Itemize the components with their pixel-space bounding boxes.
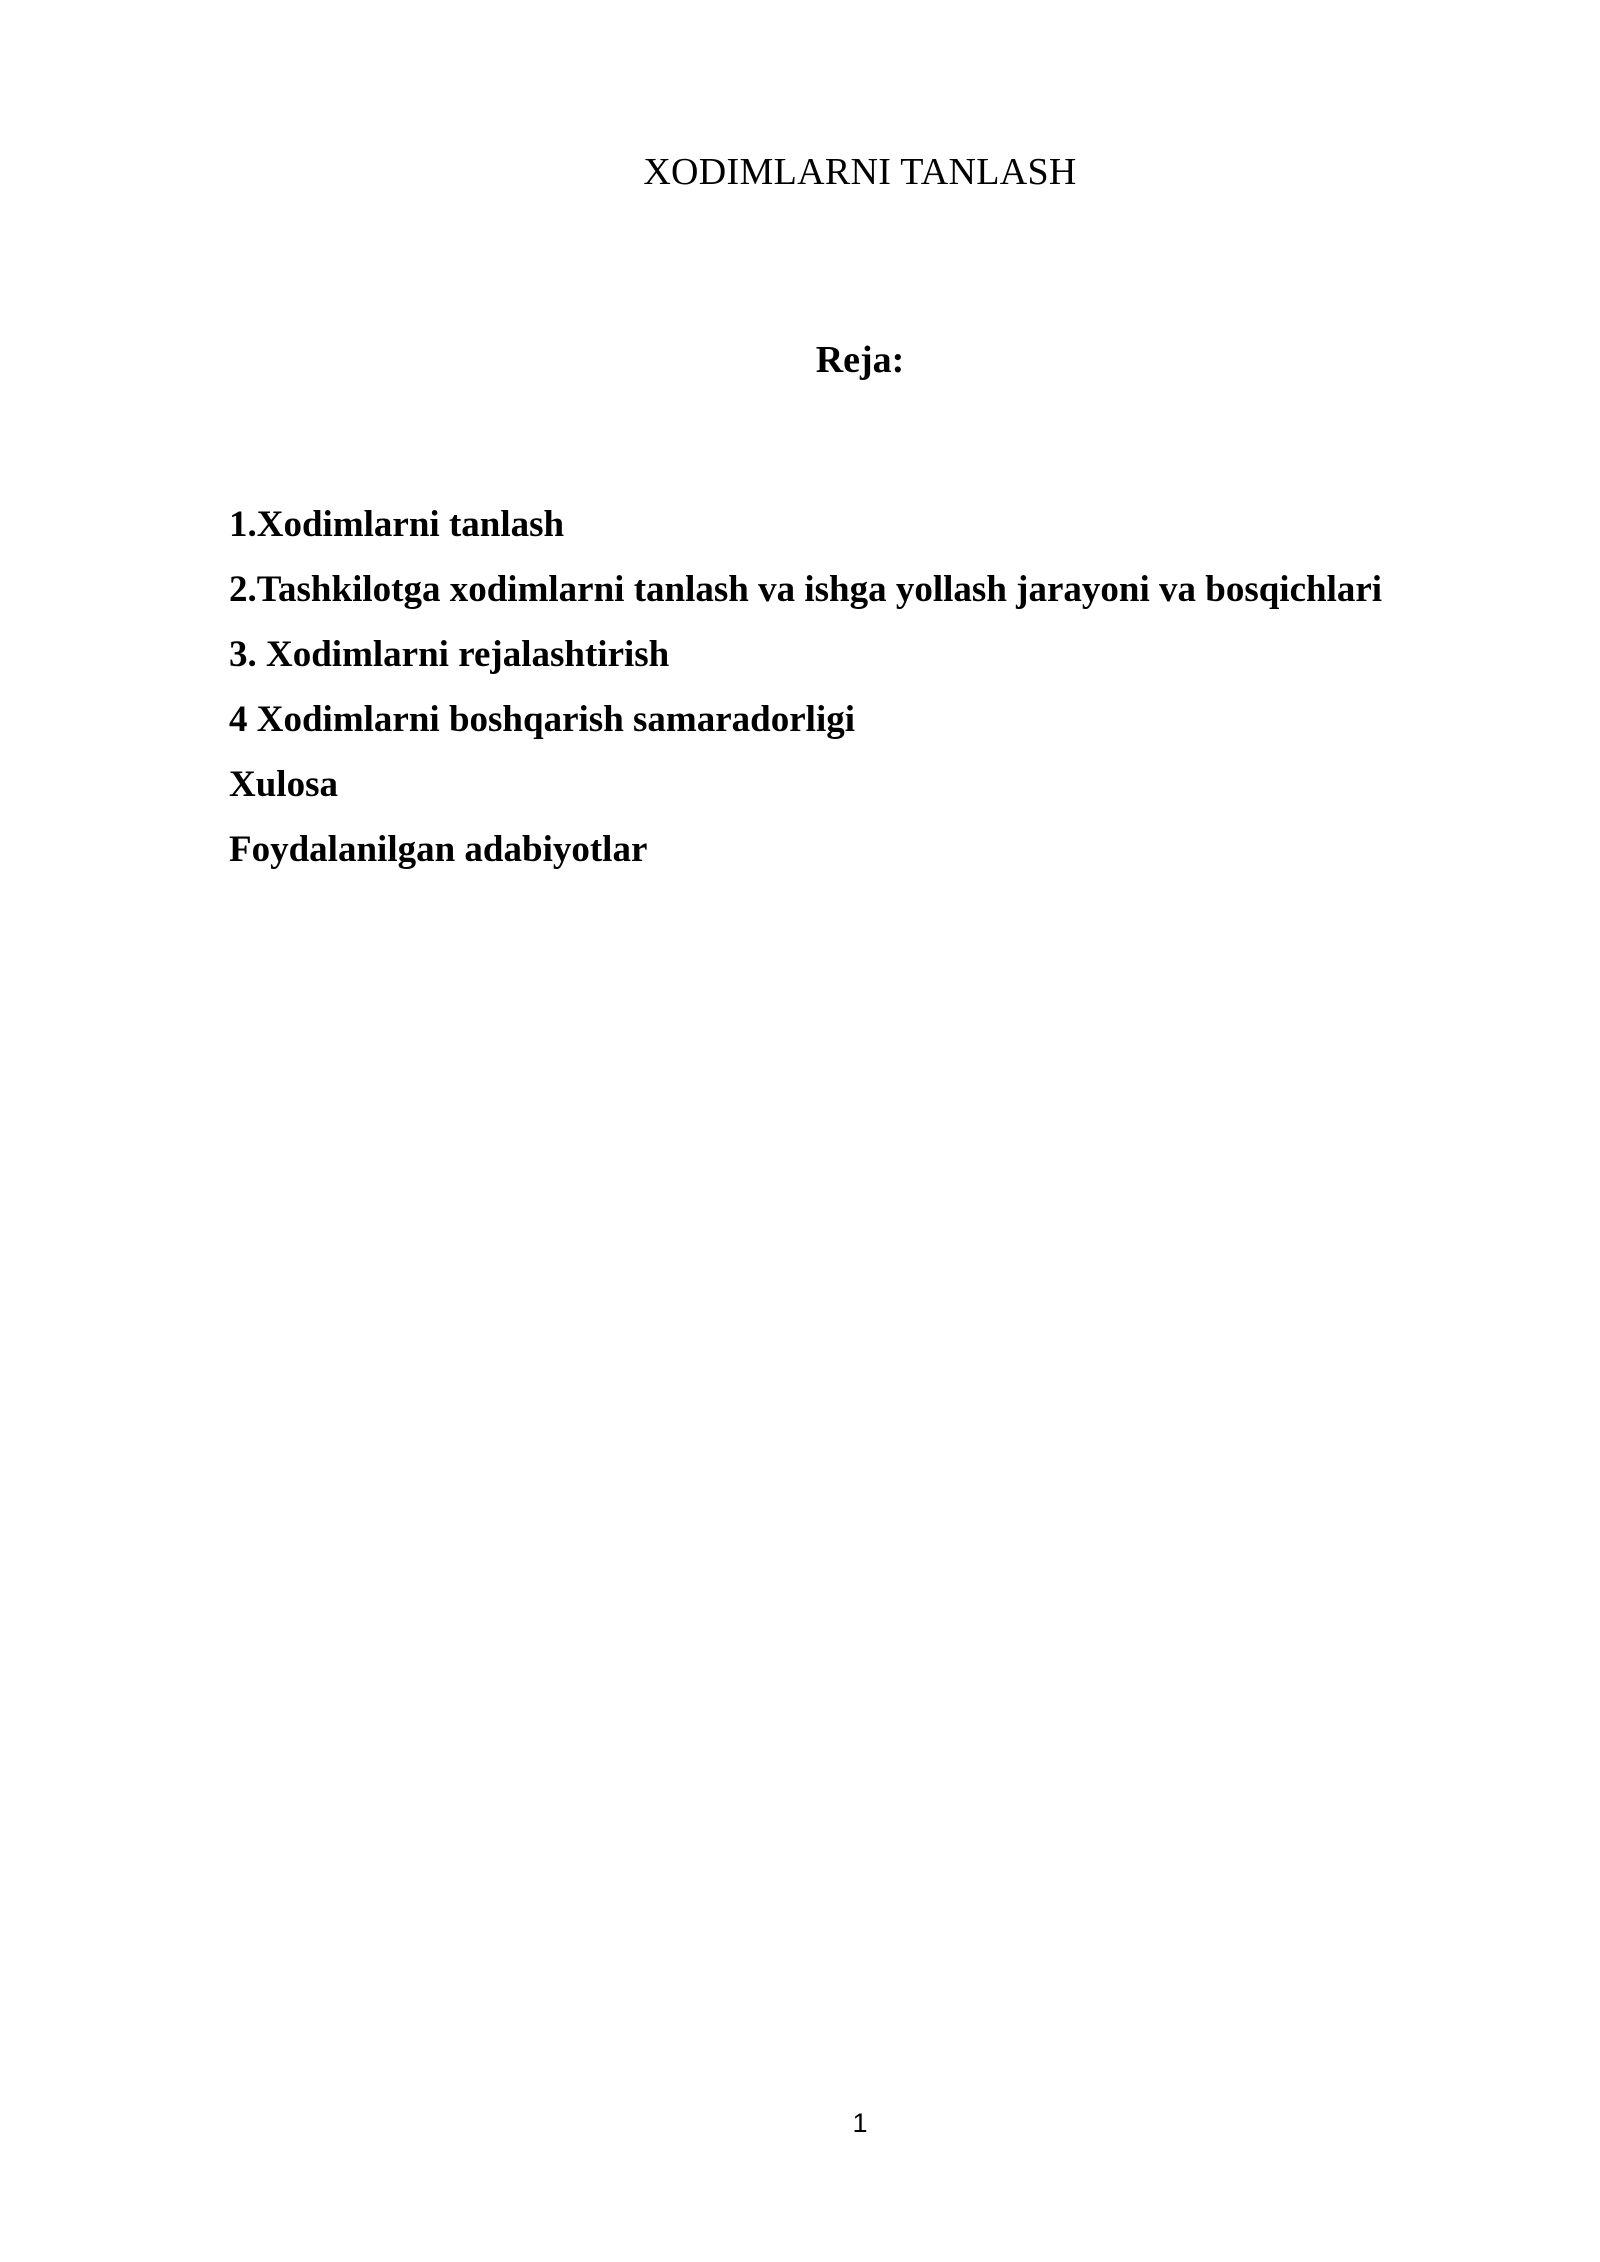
- page-number: 1: [852, 2108, 868, 2138]
- plan-item: 4 Xodimlarni boshqarish samaradorligi: [229, 699, 856, 740]
- plan-item: 2.Tashkilotga xodimlarni tanlash va ishga yollash jarayoni va bosqichlari: [229, 569, 1383, 610]
- plan-item: Xulosa: [229, 764, 338, 805]
- document-title: XODIMLARNI TANLASH: [643, 151, 1077, 193]
- plan-item: 3. Xodimlarni rejalashtirish: [229, 634, 670, 675]
- plan-item: 1.Xodimlarni tanlash: [229, 504, 565, 545]
- plan-heading: Reja:: [815, 339, 905, 381]
- plan-item: Foydalanilgan adabiyotlar: [229, 829, 648, 870]
- plan-list: [229, 492, 1382, 882]
